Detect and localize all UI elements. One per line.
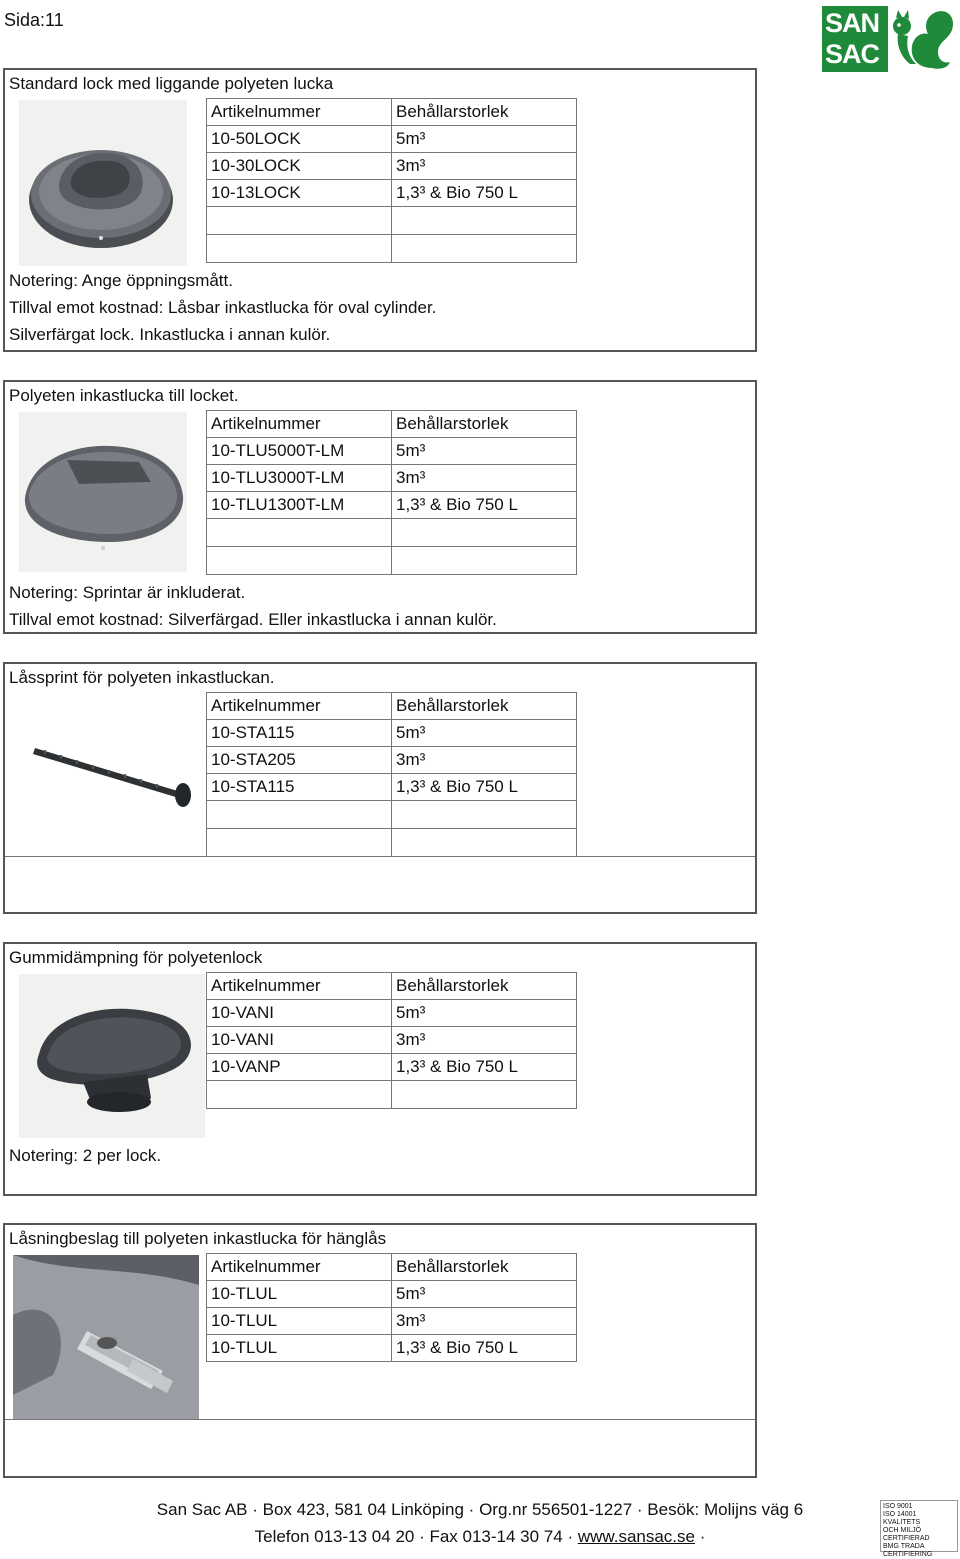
empty-cell xyxy=(207,829,392,857)
product-section-lock-pin xyxy=(3,662,757,914)
container-size: 1,3³ & Bio 750 L xyxy=(392,180,577,207)
note-line: Tillval emot kostnad: Silverfärgad. Eller inkastlucka i annan kulör. xyxy=(9,610,497,629)
footer-address: San Sac AB · Box 423, 581 04 Linköping · Org.nr 556501-1227 · Besök: Molijns väg 6 xyxy=(156,1500,804,1519)
article-number: 10-13LOCK xyxy=(207,180,392,207)
article-number: 10-TLUL xyxy=(207,1281,392,1308)
col-header-size: Behållarstorlek xyxy=(392,99,577,126)
cert-line: ISO 9001 xyxy=(883,1503,913,1510)
article-table xyxy=(206,692,577,857)
col-header-article: Artikelnummer xyxy=(207,411,392,438)
container-size: 5m³ xyxy=(392,720,577,747)
article-table xyxy=(206,1253,577,1362)
container-size: 5m³ xyxy=(392,126,577,153)
container-size: 1,3³ & Bio 750 L xyxy=(392,492,577,519)
sansac-logo xyxy=(822,6,958,72)
col-header-article: Artikelnummer xyxy=(207,973,392,1000)
cert-line: BMG TRADA CERTIFIERING xyxy=(883,1543,933,1558)
cert-line: KVALITETS xyxy=(883,1519,921,1526)
footer-phone-fax: Telefon 013-13 04 20 · Fax 013-14 30 74 · xyxy=(254,1527,578,1546)
product-section-padlock-bracket xyxy=(3,1223,757,1478)
website-link[interactable]: www.sansac.se xyxy=(577,1527,695,1546)
container-size: 3m³ xyxy=(392,1027,577,1054)
col-header-size: Behållarstorlek xyxy=(392,1254,577,1281)
empty-cell xyxy=(207,235,392,263)
article-number: 10-30LOCK xyxy=(207,153,392,180)
cert-line: ISO 14001 xyxy=(883,1511,917,1518)
article-number: 10-VANI xyxy=(207,1000,392,1027)
empty-cell xyxy=(392,829,577,857)
container-size: 1,3³ & Bio 750 L xyxy=(392,774,577,801)
product-section-hatch xyxy=(3,380,757,634)
col-header-article: Artikelnummer xyxy=(207,693,392,720)
logo-line1: SAN xyxy=(825,8,880,38)
note-line: Notering: 2 per lock. xyxy=(9,1146,162,1165)
section-title: Standard lock med liggande polyeten lucka xyxy=(9,74,334,93)
cert-line: OCH MILJÖ xyxy=(883,1527,922,1534)
page-number: Sida:11 xyxy=(4,10,64,30)
col-header-size: Behållarstorlek xyxy=(392,693,577,720)
note-line: Silverfärgat lock. Inkastlucka i annan kulör. xyxy=(9,325,331,344)
container-size: 5m³ xyxy=(392,1281,577,1308)
empty-cell xyxy=(392,801,577,829)
empty-cell xyxy=(207,1081,392,1109)
container-size: 5m³ xyxy=(392,438,577,465)
product-image-bracket xyxy=(13,1255,199,1419)
container-size: 5m³ xyxy=(392,1000,577,1027)
product-image-pin xyxy=(15,694,203,856)
product-image-hatch xyxy=(19,412,187,572)
section-title: Låsningbeslag till polyeten inkastlucka för hänglås xyxy=(9,1229,387,1248)
product-section-standard-lid xyxy=(3,68,757,352)
logo-line2: SAC xyxy=(825,39,880,69)
product-section-rubber-damper xyxy=(3,942,757,1196)
product-image-damper xyxy=(19,974,205,1138)
article-number: 10-TLUL xyxy=(207,1308,392,1335)
section-title: Polyeten inkastlucka till locket. xyxy=(9,386,239,405)
article-number: 10-TLU1300T-LM xyxy=(207,492,392,519)
empty-cell xyxy=(392,547,577,575)
container-size: 3m³ xyxy=(392,153,577,180)
container-size: 3m³ xyxy=(392,465,577,492)
article-table xyxy=(206,410,577,575)
article-number: 10-STA115 xyxy=(207,774,392,801)
article-number: 10-TLUL xyxy=(207,1335,392,1362)
container-size: 3m³ xyxy=(392,747,577,774)
certification-badge xyxy=(880,1500,958,1558)
logo-box xyxy=(822,6,888,72)
squirrel-icon xyxy=(888,6,958,72)
article-number: 10-VANP xyxy=(207,1054,392,1081)
article-number: 10-TLU5000T-LM xyxy=(207,438,392,465)
empty-cell xyxy=(392,1081,577,1109)
article-number: 10-VANI xyxy=(207,1027,392,1054)
section-divider xyxy=(5,856,755,857)
empty-cell xyxy=(207,547,392,575)
container-size: 3m³ xyxy=(392,1308,577,1335)
col-header-article: Artikelnummer xyxy=(207,99,392,126)
note-line: Notering: Ange öppningsmått. xyxy=(9,271,233,290)
article-number: 10-TLU3000T-LM xyxy=(207,465,392,492)
empty-cell xyxy=(207,207,392,235)
note-line: Tillval emot kostnad: Låsbar inkastlucka för oval cylinder. xyxy=(9,298,437,317)
section-divider xyxy=(5,1419,755,1420)
col-header-size: Behållarstorlek xyxy=(392,973,577,1000)
container-size: 1,3³ & Bio 750 L xyxy=(392,1054,577,1081)
col-header-size: Behållarstorlek xyxy=(392,411,577,438)
empty-cell xyxy=(392,235,577,263)
article-number: 10-50LOCK xyxy=(207,126,392,153)
footer-suffix: · xyxy=(695,1527,706,1546)
note-line: Notering: Sprintar är inkluderat. xyxy=(9,583,246,602)
product-image-lid xyxy=(19,100,187,266)
cert-line: CERTIFIERAD xyxy=(883,1535,930,1542)
empty-cell xyxy=(207,801,392,829)
container-size: 1,3³ & Bio 750 L xyxy=(392,1335,577,1362)
section-title: Gummidämpning för polyetenlock xyxy=(9,948,263,967)
footer-contact xyxy=(0,1527,960,1547)
empty-cell xyxy=(392,207,577,235)
article-number: 10-STA205 xyxy=(207,747,392,774)
empty-cell xyxy=(207,519,392,547)
section-title: Låssprint för polyeten inkastluckan. xyxy=(9,668,275,687)
article-table xyxy=(206,972,577,1109)
empty-cell xyxy=(392,519,577,547)
article-table xyxy=(206,98,577,263)
col-header-article: Artikelnummer xyxy=(207,1254,392,1281)
article-number: 10-STA115 xyxy=(207,720,392,747)
